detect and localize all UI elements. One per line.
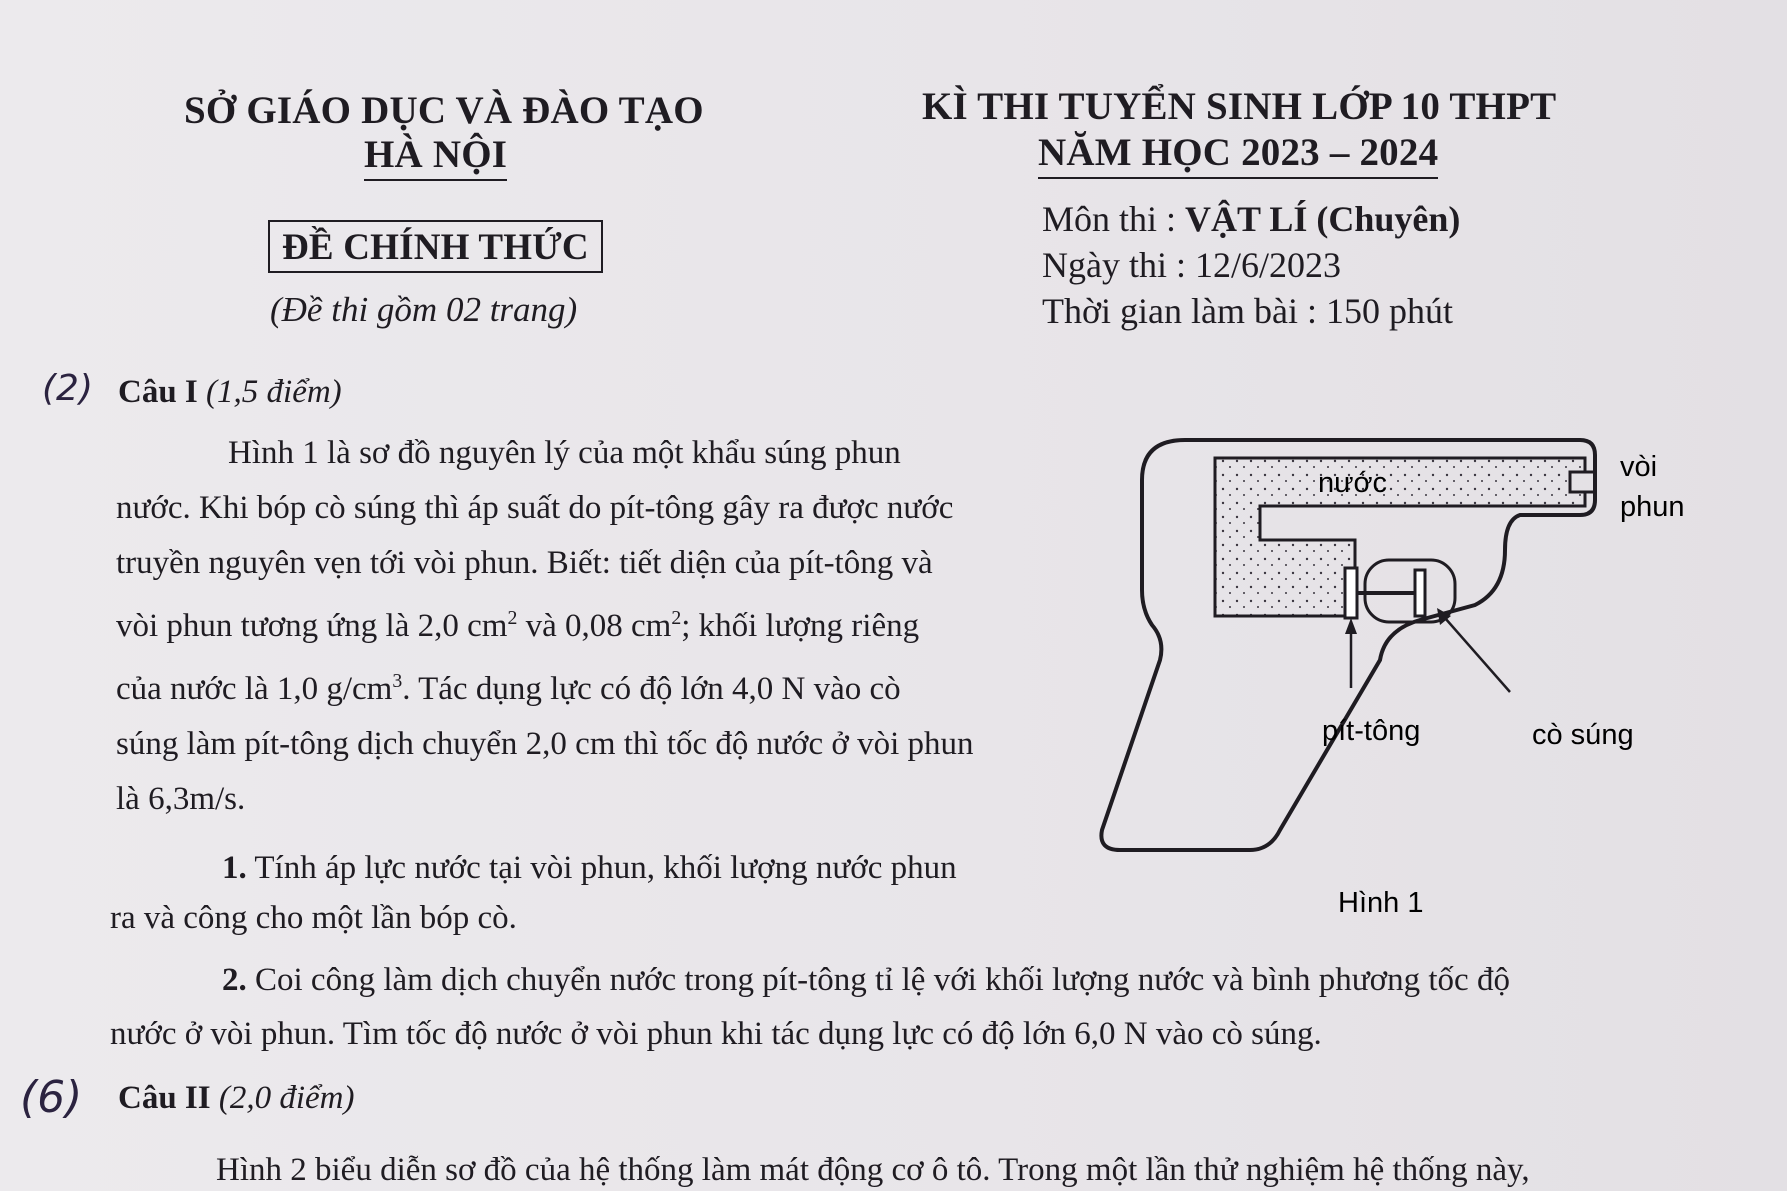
school-year: NĂM HỌC 2023 – 2024 bbox=[1038, 130, 1438, 179]
handwritten-mark-2: (6) bbox=[20, 1072, 83, 1123]
exam-date: Ngày thi : 12/6/2023 bbox=[1042, 245, 1341, 285]
q1-part-2-text: Coi công làm dịch chuyển nước trong pít-tông tỉ lệ với khối lượng nước và bình phương tốc độ bbox=[246, 962, 1510, 998]
label-water: nước bbox=[1318, 467, 1388, 499]
subject-value: VẬT LÍ (Chuyên) bbox=[1185, 199, 1461, 239]
q1-line-4 bbox=[116, 591, 1040, 654]
department-name: SỞ GIÁO DỤC VÀ ĐÀO TẠO bbox=[184, 89, 704, 132]
q1-line-5-b: . Tác dụng lực có độ lớn 4,0 N vào cò bbox=[402, 671, 901, 707]
label-nozzle-2: phun bbox=[1620, 491, 1685, 523]
q1-line-4-a: vòi phun tương ứng là 2,0 cm bbox=[116, 608, 508, 644]
label-piston: pít-tông bbox=[1322, 715, 1421, 747]
trigger-plate bbox=[1415, 570, 1425, 616]
sup-3: 3 bbox=[392, 670, 403, 692]
question-1-points: (1,5 điểm) bbox=[206, 374, 342, 410]
exam-duration: Thời gian làm bài : 150 phút bbox=[1042, 291, 1453, 331]
q1-line-4-c: ; khối lượng riêng bbox=[681, 608, 920, 644]
question-1-body bbox=[116, 426, 1040, 827]
handwritten-mark-1: (2) bbox=[42, 368, 93, 409]
q1-part-1-line-1 bbox=[222, 850, 957, 887]
q1-line-5-a: của nước là 1,0 g/cm bbox=[116, 671, 393, 707]
water-gun-diagram bbox=[1080, 430, 1700, 930]
figure-caption: Hình 1 bbox=[1338, 887, 1424, 919]
q1-part-2-line-1 bbox=[222, 962, 1510, 999]
subject-label: Môn thi : bbox=[1042, 199, 1186, 239]
q1-line-1: Hình 1 là sơ đồ nguyên lý của một khẩu súng phun bbox=[228, 435, 901, 471]
official-exam-stamp: ĐỀ CHÍNH THỨC bbox=[268, 220, 603, 273]
q1-line-3: truyền nguyên vẹn tới vòi phun. Biết: tiết diện của pít-tông và bbox=[116, 545, 933, 581]
q1-line-4-b: và 0,08 cm bbox=[517, 608, 672, 644]
q1-line-7: là 6,3m/s. bbox=[116, 781, 246, 817]
q1-part-1-line-2: ra và công cho một lần bóp cò. bbox=[110, 900, 517, 936]
sup-2b: 2 bbox=[671, 607, 682, 629]
q1-part-1-text: Tính áp lực nước tại vòi phun, khối lượng nước phun bbox=[246, 850, 957, 886]
question-1-title: Câu I bbox=[118, 374, 198, 410]
question-2-title: Câu II bbox=[118, 1080, 211, 1116]
piston bbox=[1345, 568, 1357, 618]
label-nozzle-1: vòi bbox=[1620, 451, 1658, 483]
q1-part-2-number: 2. bbox=[222, 962, 247, 998]
q1-line-6: súng làm pít-tông dịch chuyển 2,0 cm thì tốc độ nước ở vòi phun bbox=[116, 726, 974, 762]
question-2-line-1: Hình 2 biểu diễn sơ đồ của hệ thống làm mát động cơ ô tô. Trong một lần thử nghiệm hệ thống này, bbox=[216, 1152, 1530, 1188]
question-2-points: (2,0 điểm) bbox=[218, 1080, 355, 1116]
question-1-heading bbox=[118, 374, 342, 411]
exam-title: KÌ THI TUYỂN SINH LỚP 10 THPT bbox=[922, 85, 1557, 128]
department-city: HÀ NỘI bbox=[364, 132, 507, 181]
q1-line-2: nước. Khi bóp cò súng thì áp suất do pít-tông gây ra được nước bbox=[116, 490, 954, 526]
q1-part-2-line-2: nước ở vòi phun. Tìm tốc độ nước ở vòi phun khi tác dụng lực có độ lớn 6,0 N vào cò súng. bbox=[110, 1016, 1322, 1052]
q1-part-1-number: 1. bbox=[222, 850, 247, 886]
label-trigger: cò súng bbox=[1532, 719, 1634, 751]
sup-2a: 2 bbox=[507, 607, 518, 629]
pages-note: (Đề thi gồm 02 trang) bbox=[270, 290, 578, 329]
q1-line-5 bbox=[116, 654, 1040, 717]
subject-line bbox=[1042, 198, 1460, 240]
question-2-heading bbox=[118, 1080, 355, 1117]
